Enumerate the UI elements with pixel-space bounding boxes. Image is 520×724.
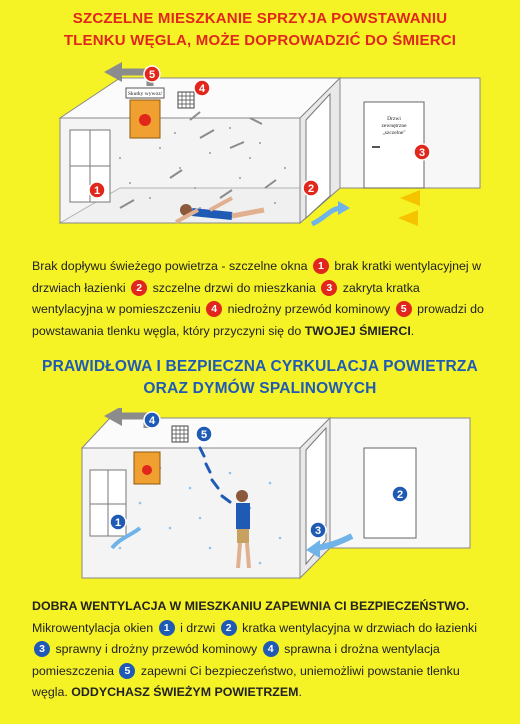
safe-text-6: zapewni Ci bezpieczeństwo, uniemożliwi powstanie tlenku węgla. <box>32 663 460 699</box>
svg-text:2: 2 <box>307 183 315 195</box>
svg-text:5: 5 <box>148 69 156 81</box>
badge-3 <box>414 144 430 160</box>
inline-badge-1: 1 <box>159 620 175 636</box>
svg-text:„szczelne": „szczelne" <box>382 130 406 136</box>
badge-4 <box>194 80 210 96</box>
inline-badge-4: 4 <box>263 641 279 657</box>
danger-text-3: szczelne drzwi do mieszkania <box>152 280 316 295</box>
inline-badge-2: 2 <box>221 620 237 636</box>
safe-text-4: sprawny i drożny przewód kominowy <box>55 642 258 656</box>
heater-sign: Skutky wywoz/ <box>127 91 163 97</box>
danger-text-1: Brak dopływu świeżego powietrza - szczelne okna <box>32 259 308 273</box>
svg-text:3: 3 <box>314 525 322 537</box>
danger-emphasis: TWOJEJ ŚMIERCI <box>304 323 411 338</box>
safe-description: DOBRA WENTYLACJA W MIESZKANIU ZAPEWNIA CI BEZPIECZEŃSTWO. Mikrowentylacja okien 1 i drzwi 2 kratka wentylacyjna w drzwiach do łazienki 3 sprawny i drożny przewód kominowy 4 sprawna i drożna wentylacja pomieszczenia 5 zapewni Ci bezpieczeństwo, uniemożliwi powstanie tlenku węgla. ODDYCHASZ ŚWIEŻYM POWIETRZEM. <box>32 596 490 704</box>
svg-text:3: 3 <box>418 147 426 159</box>
svg-text:2: 2 <box>396 489 404 501</box>
safe-title-line-1: PRAWIDŁOWA I BEZPIECZNA CYRKULACJA POWIETRZA <box>42 358 478 375</box>
safe-text-5: sprawna i drożna wentylacja pomieszczenia <box>32 642 440 678</box>
svg-text:zewnętrzne: zewnętrzne <box>381 123 407 129</box>
svg-text:Drzwi: Drzwi <box>387 116 401 122</box>
danger-description: Brak dopływu świeżego powietrza - szczelne okna 1 brak kratki wentylacyjnej w drzwiach łazienki 2 szczelne drzwi do mieszkania 3 zakryta kratka wentylacyjna w pomieszczeniu 4 niedrożny przewód kominowy 5 prowadzi do powstawania tlenku węgla, który przyczyni się do TWOJEJ ŚMIERCI. <box>32 259 484 338</box>
svg-text:5: 5 <box>200 429 208 441</box>
badge-1 <box>110 514 126 530</box>
inline-badge-1: 1 <box>313 258 329 274</box>
danger-text-2: brak kratki wentylacyjnej w drzwiach łazienki <box>32 259 482 295</box>
badge-5 <box>196 426 212 442</box>
entrance-door <box>364 102 424 188</box>
badge-1 <box>89 182 105 198</box>
danger-title-line-2: TLENKU WĘGLA, MOŻE DOPROWADZIĆ DO ŚMIERCI <box>63 32 457 49</box>
svg-text:4: 4 <box>198 83 206 95</box>
svg-text:1: 1 <box>114 517 122 529</box>
badge-2 <box>392 486 408 502</box>
ventilated-apartment-illustration <box>0 408 520 588</box>
safe-emphasis: ODDYCHASZ ŚWIEŻYM POWIETRZEM <box>71 685 299 699</box>
badge-3 <box>310 522 326 538</box>
sealed-apartment-illustration <box>0 58 520 250</box>
svg-text:1: 1 <box>93 185 101 197</box>
inline-badge-5: 5 <box>396 301 412 317</box>
safe-text-1: Mikrowentylacja okien <box>32 620 154 635</box>
safe-text-2: i drzwi <box>180 620 216 635</box>
safe-title <box>0 356 520 400</box>
safe-lead: DOBRA WENTYLACJA W MIESZKANIU ZAPEWNIA CI BEZPIECZEŃSTWO. <box>32 599 470 613</box>
inline-badge-5: 5 <box>119 663 135 679</box>
svg-text:4: 4 <box>148 415 156 427</box>
danger-text-4: zakryta kratka wentylacyjna w pomieszczeniu <box>32 280 420 316</box>
badge-5 <box>144 66 160 82</box>
danger-text-5: niedrożny przewód kominowy <box>227 302 391 316</box>
inline-badge-2: 2 <box>131 280 147 296</box>
inline-badge-4: 4 <box>206 301 222 317</box>
safe-title-line-2: ORAZ DYMÓW SPALINOWYCH <box>143 380 377 397</box>
danger-title <box>0 8 520 52</box>
inline-badge-3: 3 <box>34 641 50 657</box>
badge-4 <box>144 412 160 428</box>
badge-2 <box>303 180 319 196</box>
safe-text-3: kratka wentylacyjna w drzwiach do łazienki <box>242 620 477 635</box>
danger-text-6: prowadzi do powstawania tlenku węgla, który przyczyni się do <box>32 302 484 338</box>
danger-title-line-1: SZCZELNE MIESZKANIE SPRZYJA POWSTAWANIU <box>72 10 448 27</box>
inline-badge-3: 3 <box>321 280 337 296</box>
